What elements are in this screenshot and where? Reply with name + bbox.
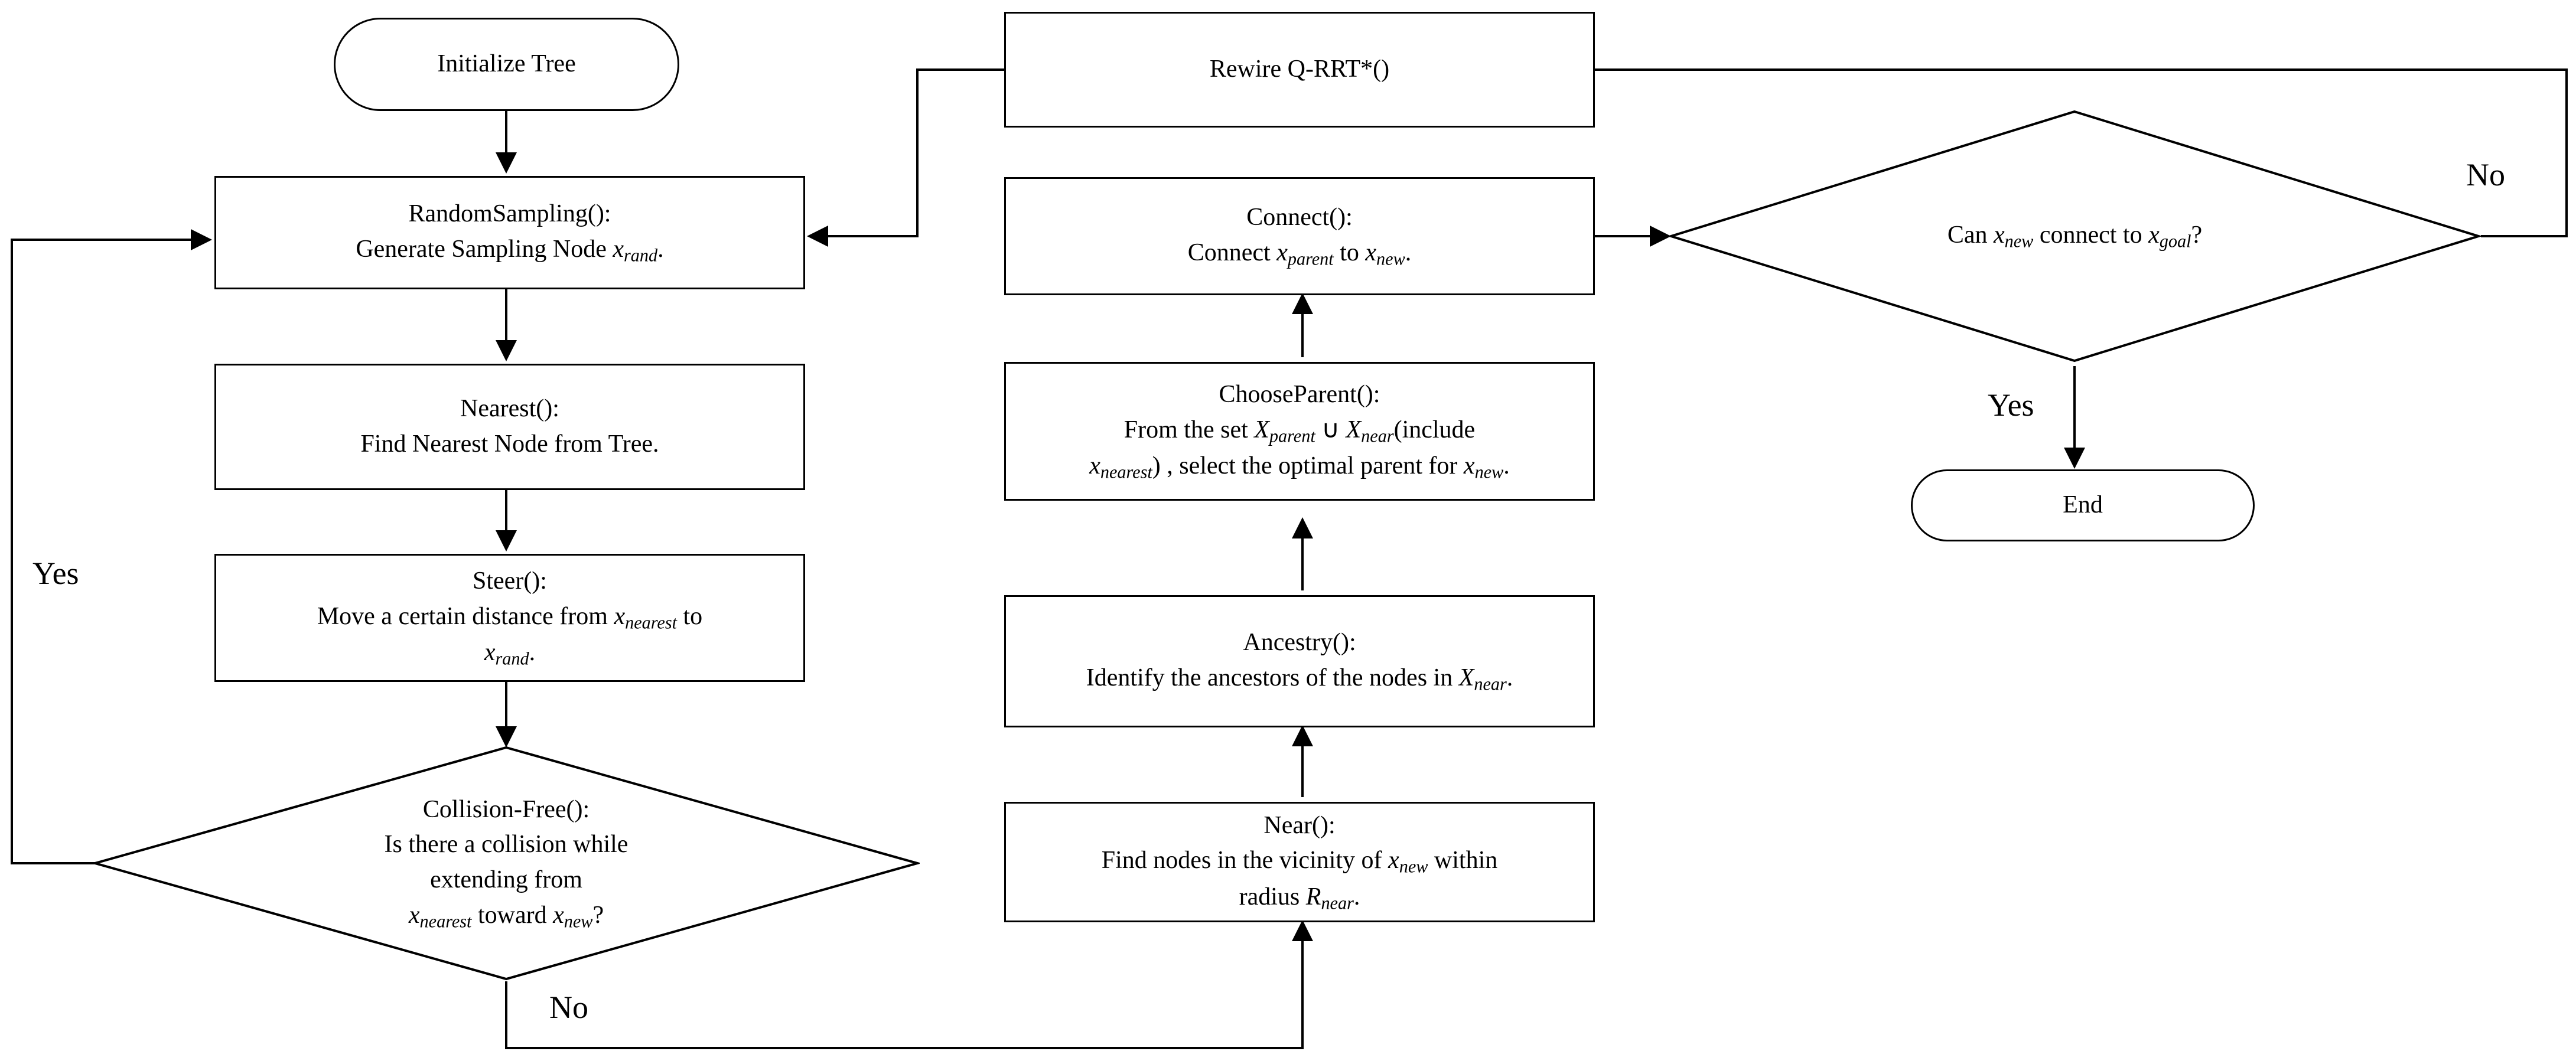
node-nearest: [214, 364, 805, 490]
edge-label-collision-yes: Yes: [32, 556, 79, 591]
node-near: [1004, 802, 1595, 922]
node-random-sampling-line1: RandomSampling():: [408, 200, 611, 228]
node-near-line1: Near():: [1263, 811, 1336, 839]
node-can-connect-goal-label: Can $x_{new}$ connect to $x_{goal}$?: [1947, 221, 2203, 252]
node-initialize-tree-label: Initialize Tree: [437, 50, 576, 78]
node-near-line3: radius $R_{near}$.: [1239, 883, 1360, 913]
edge-label-collision-no: No: [549, 990, 588, 1025]
node-collision-free-line3: extending from: [430, 866, 582, 894]
node-steer: [214, 554, 805, 682]
node-rewire: [1004, 12, 1595, 128]
node-rewire-label: Rewire Q-RRT*(): [1209, 56, 1390, 83]
node-end: [1911, 469, 2255, 541]
node-collision-free-line1: Collision-Free():: [422, 795, 590, 823]
node-connect: [1004, 177, 1595, 295]
node-steer-line2: Move a certain distance from $x_{nearest}$ to: [317, 602, 703, 633]
node-ancestry-line1: Ancestry():: [1243, 629, 1356, 657]
node-collision-free: [93, 745, 920, 981]
node-choose-parent-line1: ChooseParent():: [1219, 381, 1380, 409]
node-choose-parent: [1004, 362, 1595, 501]
node-near-line2: Find nodes in the vicinity of $x_{new}$ within: [1101, 847, 1498, 877]
node-nearest-line1: Nearest():: [460, 395, 559, 423]
node-ancestry-line2: Identify the ancestors of the nodes in $X_{near}$.: [1086, 664, 1513, 694]
node-nearest-line2: Find Nearest Node from Tree.: [360, 430, 659, 458]
node-collision-free-line4: $x_{nearest}$ toward $x_{new}$?: [408, 901, 604, 932]
node-choose-parent-line3: $x_{nearest}$) , select the optimal parent for $x_{new}$.: [1089, 452, 1510, 482]
node-ancestry: [1004, 595, 1595, 727]
node-choose-parent-line2: From the set $X_{parent}$ ∪ $X_{near}(include$: [1123, 416, 1476, 446]
edge-label-goal-yes: Yes: [1988, 387, 2034, 423]
node-connect-line2: Connect $x_{parent}$ to $x_{new}$.: [1187, 239, 1412, 269]
edge-label-goal-no: No: [2466, 157, 2505, 192]
node-random-sampling-line2: Generate Sampling Node $x_{rand}$.: [356, 236, 664, 266]
node-initialize-tree: [334, 18, 679, 111]
node-end-label: End: [2063, 491, 2103, 519]
node-collision-free-line2: Is there a collision while: [384, 831, 628, 859]
node-random-sampling: [214, 176, 805, 289]
node-connect-line1: Connect():: [1246, 204, 1353, 231]
node-steer-line1: Steer():: [473, 567, 547, 595]
node-steer-line3: $x_{rand}$.: [484, 639, 536, 669]
node-can-connect-goal: [1669, 109, 2481, 363]
